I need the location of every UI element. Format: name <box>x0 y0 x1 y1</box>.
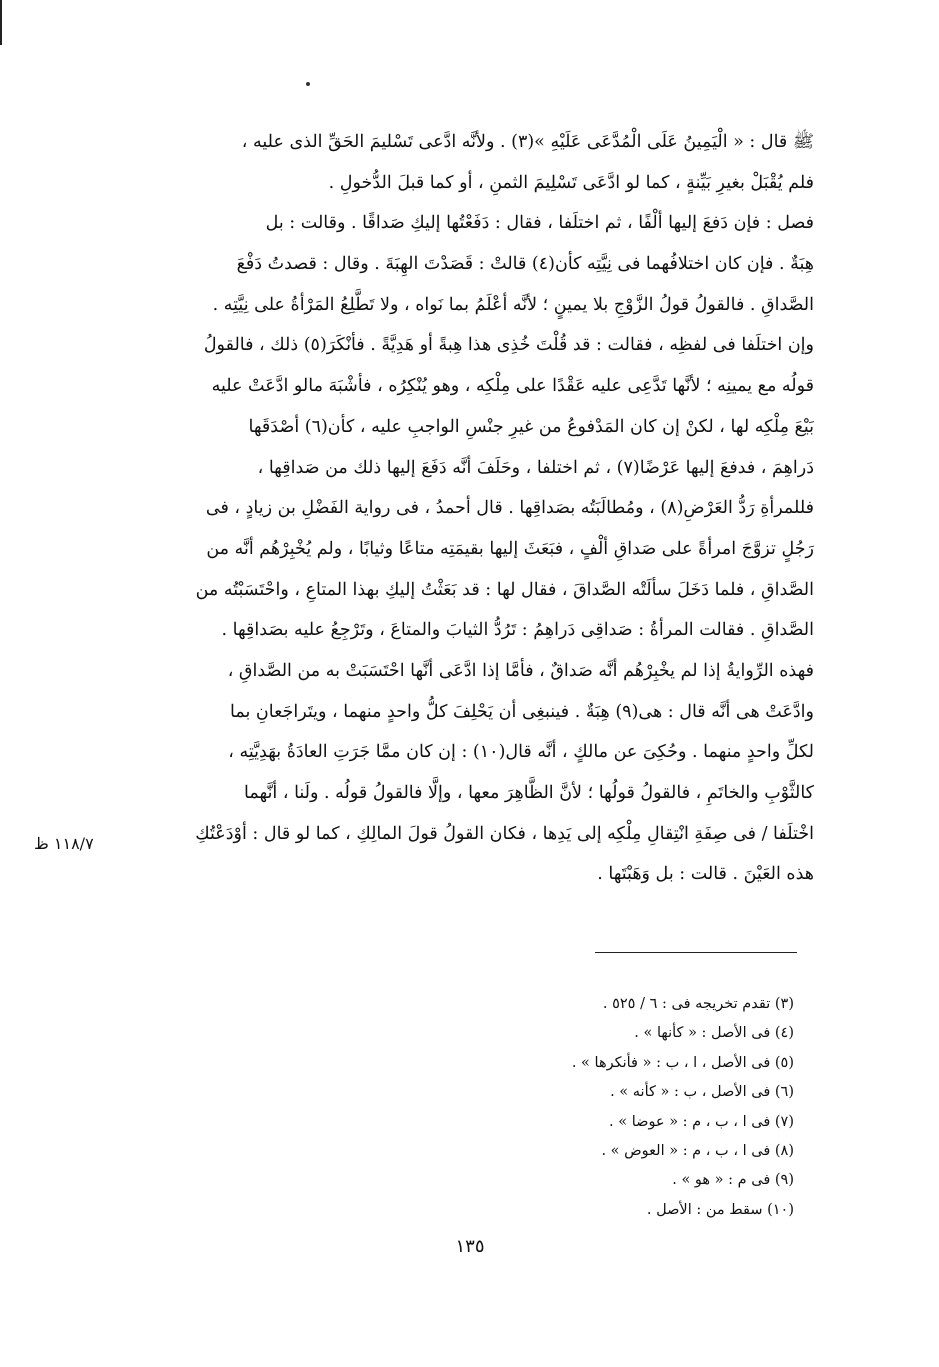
text-line: هذه العَيْنَ . قالت : بل وَهَبْتَها . <box>597 864 814 885</box>
text-line: وادَّعَتْ هى أنَّه قال : هى(٩) هِبَةٌ . فينبغِى أن يَحْلِفَ كلُّ واحدٍ منهما ، ويتَراجَعانِ بما <box>230 701 814 722</box>
footnote: (٧) فى ا ، ب ، م : « عوضا » . <box>609 1113 794 1130</box>
main-text <box>128 122 814 895</box>
text-line: الصَّداقِ . فالقولُ قولُ الزَّوْجِ بلا يمينٍ ؛ لأنَّه أعْلَمُ بما نَواه ، ولا تَطَّلِعُ المَرْأةُ على نِيَّتِه . <box>212 294 814 315</box>
footnote: (٥) فى الأصل ، ا ، ب : « فأنكرها » . <box>571 1054 794 1071</box>
text-line: بَيْعَ مِلْكِه لها ، لكنْ إن كان المَدْفوعُ من غيرِ جنْسِ الواجبِ عليه ، كأن(٦) أصْدَقَها <box>248 416 814 437</box>
text-line: دَراهِمَ ، فدفعَ إليها عَرْضًا(٧) ، ثم اختلفا ، وحَلَفَ أنَّه دَفَعَ إليها ذلك من صَداقِها ، <box>257 457 814 478</box>
footnote: (٨) فى ا ، ب ، م : « العوض » . <box>601 1142 794 1159</box>
text-line: فصل : فإن دَفعَ إليها ألْفًا ، ثم اختلَفا ، فقال : دَفَعْتُها إليكِ صَداقًا . وقالت : بل <box>265 213 814 234</box>
page-number: ١٣٥ <box>455 1236 485 1257</box>
footnote: (٦) فى الأصل ، ب : « كأنه » . <box>610 1084 794 1101</box>
footnote-divider <box>595 952 797 953</box>
footnotes <box>394 990 794 1225</box>
ink-dot <box>306 82 310 86</box>
text-line: قولُه مع يمينِه ؛ لأنَّها تَدَّعِى عليه عَقْدًا على مِلْكِه ، وهو يُنْكِرُه ، فأشْبَهَ مالو ادَّعَتْ عليه <box>211 376 814 397</box>
text-line: كالثَّوْبِ والخاتَمِ ، فالقولُ قولُها ؛ لأنَّ الظَّاهِرَ معها ، وإلَّا فالقولُ قولُه . ولَنا ، أنَّهما <box>244 783 814 803</box>
text-line: ﷺ قال : « الْيَمِينُ عَلَى الْمُدَّعَى عَلَيْهِ »(٣) . ولأنَّه ادَّعى تَسْليمَ الحَقِّ الذى عليه ، <box>241 132 814 152</box>
page-edge-rule <box>0 0 2 45</box>
text-line: وإن اختلَفا فى لفظِه ، فقالت : قد قُلْتَ خُذِى هذا هِبةً أو هَدِيَّةً . فأنْكَرَ(٥) ذلك ، فالقولُ <box>203 335 814 356</box>
text-line: هِبَةٌ . فإن كان اختلافُهما فى نِيَّتِه كأن(٤) قالتْ : قَصَدْتَ الهِبَةَ . وقال : قصدتُ دَفْعَ <box>236 254 814 275</box>
margin-manuscript-ref: ١١٨/٧ ظ <box>34 834 94 853</box>
footnote: (٩) فى م : « هو » . <box>672 1172 794 1189</box>
text-line: فللمرأةِ رَدُّ العَرْضِ(٨) ، ومُطالَبَتُه بصَداقِها . قال أحمدُ ، فى رواية الفَضْلِ بن زيادٍ ، فى <box>205 498 814 519</box>
footnote: (١٠) سقط من : الأصل . <box>646 1201 794 1218</box>
footnote: (٤) فى الأصل : « كأنها » . <box>634 1025 794 1042</box>
footnote: (٣) تقدم تخريجه فى : ٦ / ٥٢٥ . <box>602 996 794 1012</box>
text-line: رَجُلٍ تزوَّجَ امرأةً على صَداقِ ألْفٍ ، فبَعَثَ إليها بقيمَتِه متاعًا وثيابًا ، ولم يُخْبِرْهُم أنَّه من <box>206 538 814 559</box>
text-line: الصَّداقِ . فقالت المرأةُ : صَداقِى دَراهِمُ : تَرُدُّ الثيابَ والمتاعَ ، وتَرْجِعُ عليه بصَداقِها . <box>221 620 814 641</box>
text-line: فهذه الرِّوايةُ إذا لم يخْبِرْهُم أنَّه صَداقٌ ، فأمَّا إذا ادَّعَى أنَّها احْتَسَبَتْ به من الصَّداقِ ، <box>227 660 814 681</box>
text-line: لكلِّ واحدٍ منهما . وحُكِىَ عن مالكٍ ، أنَّه قال(١٠) : إن كان ممَّا جَرَتِ العادَةُ بهَدِيَّتِه ، <box>228 742 814 763</box>
text-line: فلم يُقْبَلْ بغيرِ بَيِّنةٍ ، كما لو ادَّعَى تَسْلِيمَ الثمنِ ، أو كما قبلَ الدُّخولِ . <box>328 172 814 193</box>
text-line: الصَّداقِ ، فلما دَخَلَ سألَتْه الصَّداقَ ، فقال لها : قد بَعَثْتُ إليكِ بهذا المتاعِ ، واحْتَسَبْتُه من <box>195 579 814 600</box>
text-line: اخْتلَفا / فى صِفَةِ انْتِقالِ مِلْكِه إلى يَدِها ، فكان القولُ قولَ المالِكِ ، كما لو قال : أوْدَعْتُكِ <box>195 823 814 844</box>
